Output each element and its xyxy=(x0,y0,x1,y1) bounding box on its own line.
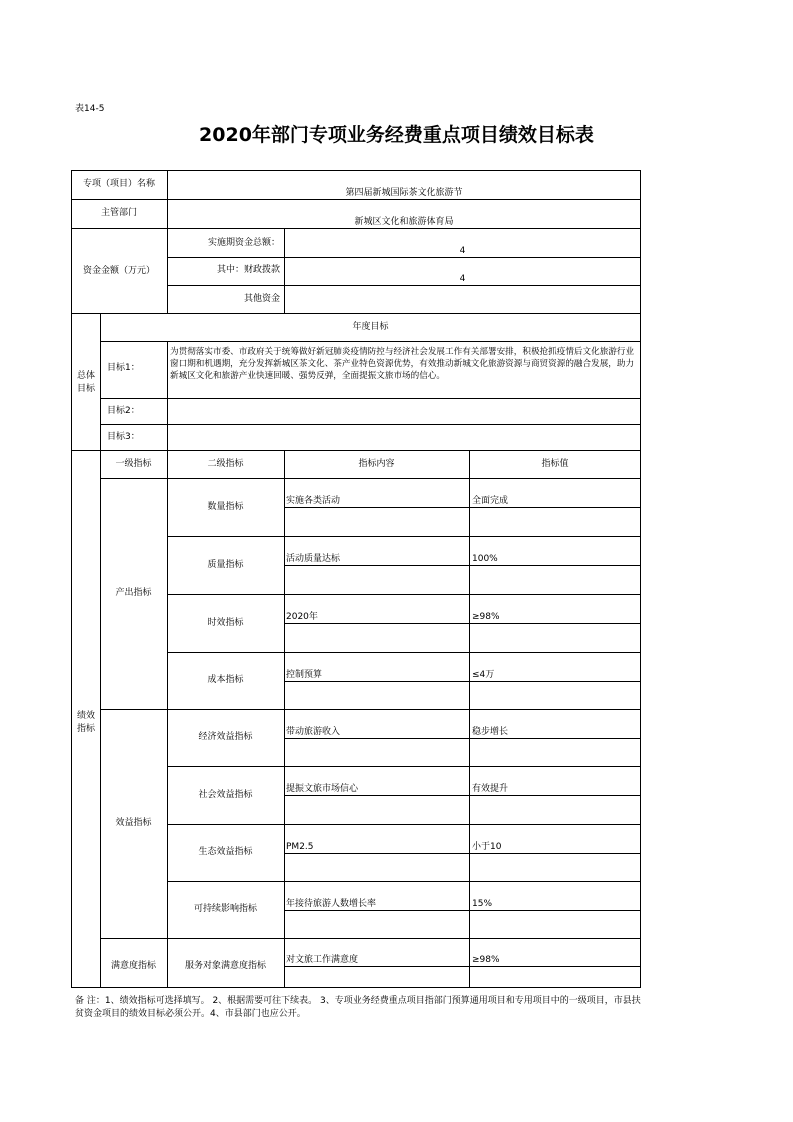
value-timeliness: ≥98% xyxy=(472,612,500,622)
level2-sustainable: 可持续影响指标 xyxy=(193,904,257,914)
content-economic: 带动旅游收入 xyxy=(286,727,341,737)
level1-output: 产出指标 xyxy=(115,588,152,598)
content-cost: 控制预算 xyxy=(286,670,323,680)
level2-economic: 经济效益指标 xyxy=(198,732,253,742)
content-ecological: PM2.5 xyxy=(286,842,314,852)
content-timeliness: 2020年 xyxy=(286,612,318,622)
footnote: 备 注：1、绩效指标可选择填写。 2、根据需要可往下续表。 3、专项业务经费重点项目指部门预算通用项目和专用项目中的一级项目，市县扶贫资金项目的绩效目标必须公开。4、市县部门也应公开。 xyxy=(75,996,641,1019)
level1-benefit: 效益指标 xyxy=(115,818,152,828)
performance-goal-table xyxy=(71,170,641,988)
content-social: 提振文旅市场信心 xyxy=(286,784,359,794)
level2-quality: 质量指标 xyxy=(207,560,244,570)
goal-3-label: 目标3： xyxy=(107,432,140,442)
level2-quantity: 数量指标 xyxy=(207,502,244,512)
table-code: 表14-5 xyxy=(75,104,105,114)
content-quality: 活动质量达标 xyxy=(286,554,341,564)
overall-goal-label: 总体目标 xyxy=(76,371,95,394)
col-level1-header: 一级指标 xyxy=(115,459,152,469)
dept-label: 主管部门 xyxy=(100,208,137,218)
value-quality: 100% xyxy=(472,554,498,564)
content-sustainable: 年接待旅游人数增长率 xyxy=(286,899,377,909)
col-content-header: 指标内容 xyxy=(358,459,395,469)
goal-1-label: 目标1： xyxy=(107,363,140,373)
value-economic: 稳步增长 xyxy=(472,727,509,737)
level2-ecological: 生态效益指标 xyxy=(198,847,253,857)
value-satisfaction: ≥98% xyxy=(472,955,500,965)
level1-satisfaction: 满意度指标 xyxy=(110,961,156,971)
level2-satisfaction: 服务对象满意度指标 xyxy=(184,961,266,971)
value-quantity: 全面完成 xyxy=(472,496,509,506)
project-name-value: 第四届新城国际茶文化旅游节 xyxy=(345,188,463,198)
value-social: 有效提升 xyxy=(472,784,509,794)
funds-total-value: 4 xyxy=(459,246,466,256)
goal-2-label: 目标2： xyxy=(107,406,140,416)
performance-label: 绩效指标 xyxy=(76,711,95,734)
value-ecological: 小于10 xyxy=(472,842,502,852)
funds-total-label: 实施期资金总额： xyxy=(207,238,280,248)
funds-label: 资金金额（万元） xyxy=(82,266,155,276)
value-cost: ≤4万 xyxy=(472,670,495,680)
content-quantity: 实施各类活动 xyxy=(286,496,341,506)
value-sustainable: 15% xyxy=(472,899,493,909)
page-title: 2020年部门专项业务经费重点项目绩效目标表 xyxy=(199,124,594,146)
annual-goal-label: 年度目标 xyxy=(352,322,389,332)
content-satisfaction: 对文旅工作满意度 xyxy=(286,955,359,965)
level2-timeliness: 时效指标 xyxy=(207,618,244,628)
funds-fiscal-value: 4 xyxy=(459,274,466,284)
dept-value: 新城区文化和旅游体育局 xyxy=(354,217,454,227)
funds-other-label: 其他资金 xyxy=(243,294,280,304)
col-level2-header: 二级指标 xyxy=(207,459,244,469)
goal-1-text: 为贯彻落实市委、市政府关于统筹做好新冠肺炎疫情防控与经济社会发展工作有关部署安排，积极抢抓疫情后文化旅游行业窗口期和机遇期，充分发挥新城区茶文化、茶产业特色资源优势，有效推动新城文化旅游资源与商贸资源的融合发展，助力新城区文化和旅游产业快速回暖、强势反弹，全面提振文旅市场的信心。 xyxy=(170,347,635,381)
project-name-label: 专项（项目）名称 xyxy=(82,179,155,189)
funds-fiscal-label: 其中：财政拨款 xyxy=(216,265,280,275)
level2-cost: 成本指标 xyxy=(207,675,244,685)
col-value-header: 指标值 xyxy=(541,459,569,469)
level2-social: 社会效益指标 xyxy=(198,790,253,800)
